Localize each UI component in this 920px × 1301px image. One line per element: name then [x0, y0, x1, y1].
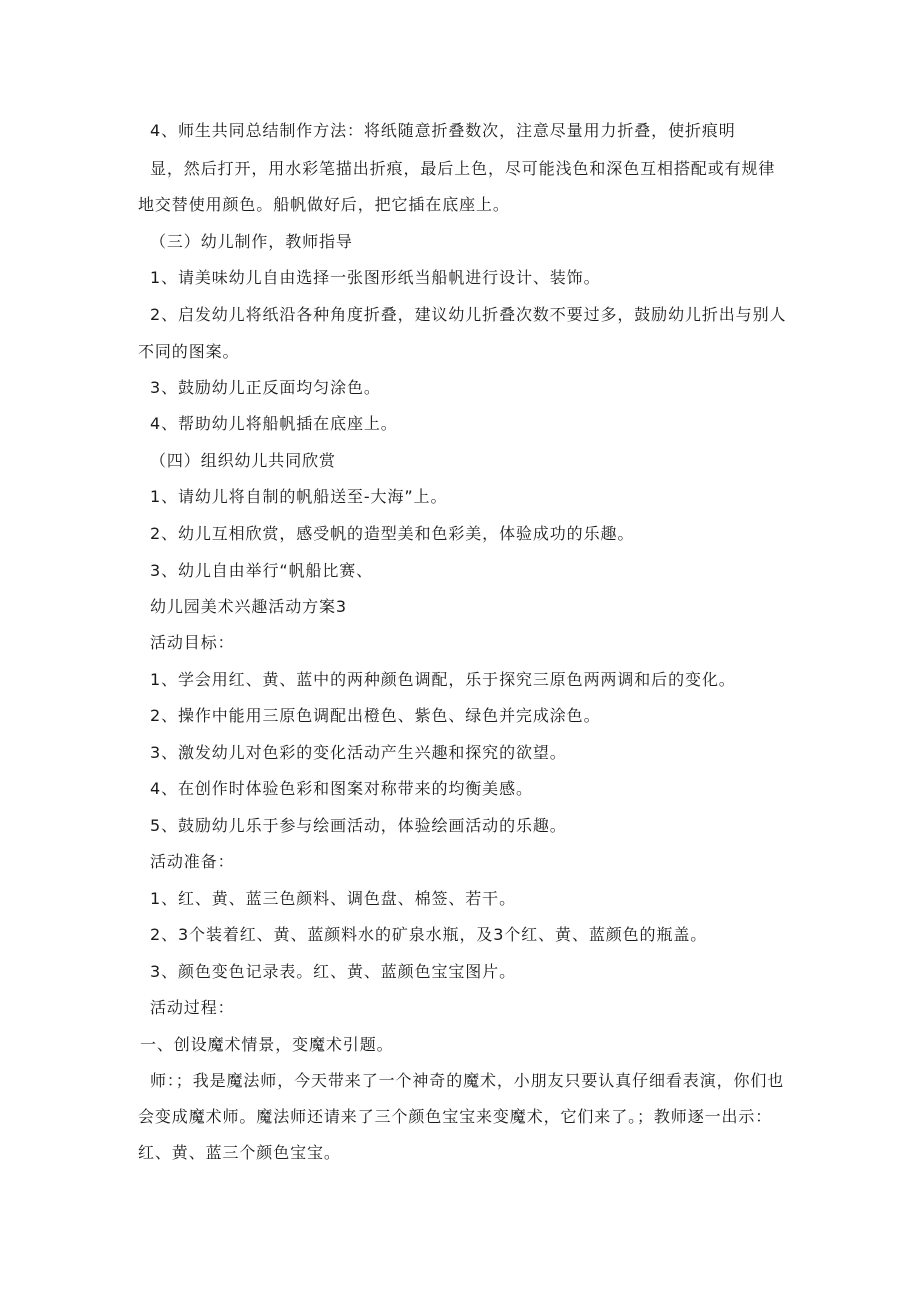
text-line: 4、师生共同总结制作方法：将纸随意折叠数次，注意尽量用力折叠，使折痕明 — [150, 121, 736, 140]
text-line: 会变成魔术师。魔法师还请来了三个颜色宝宝来变魔术，它们来了。；教师逐一出示： — [138, 1107, 773, 1126]
text-line: 地交替使用颜色。船帆做好后，把它插在底座上。 — [138, 195, 510, 214]
text-line: 3、幼儿自由举行“帆船比赛、 — [150, 561, 374, 580]
text-line: 3、激发幼儿对色彩的变化活动产生兴趣和探究的欲望。 — [150, 743, 567, 762]
text-line: 不同的图案。 — [138, 342, 240, 361]
text-line: 1、学会用红、黄、蓝中的两种颜色调配，乐于探究三原色两两调和后的变化。 — [150, 670, 736, 689]
text-line: 5、鼓励幼儿乐于参与绘画活动，体验绘画活动的乐趣。 — [150, 816, 567, 835]
section-heading: 活动准备： — [150, 852, 235, 871]
text-line: 2、操作中能用三原色调配出橙色、紫色、绿色并完成涂色。 — [150, 706, 601, 725]
text-line: 2、幼儿互相欣赏，感受帆的造型美和色彩美，体验成功的乐趣。 — [150, 524, 635, 543]
text-line: 红、黄、蓝三个颜色宝宝。 — [138, 1143, 341, 1162]
text-line: 显，然后打开，用水彩笔描出折痕，最后上色，尽可能浅色和深色互相搭配或有规律 — [150, 159, 776, 178]
text-line: 3、颜色变色记录表。红、黄、蓝颜色宝宝图片。 — [150, 962, 516, 981]
text-line: 一、创设魔术情景，变魔术引题。 — [140, 1035, 394, 1054]
text-line: 1、请美味幼儿自由选择一张图形纸当船帆进行设计、装饰。 — [150, 268, 601, 287]
document-title: 幼儿园美术兴趣活动方案3 — [150, 597, 347, 616]
text-line: 1、红、黄、蓝三色颜料、调色盘、棉签、若干。 — [150, 889, 516, 908]
text-line: 1、请幼儿将自制的帆船送至-大海”上。 — [150, 487, 448, 506]
text-line: 2、启发幼儿将纸沿各种角度折叠，建议幼儿折叠次数不要过多，鼓励幼儿折出与别人 — [150, 305, 787, 324]
text-line: 3、鼓励幼儿正反面均匀涂色。 — [150, 378, 381, 397]
section-heading: 活动目标： — [150, 633, 235, 652]
section-heading: （三）幼儿制作，教师指导 — [150, 232, 353, 251]
text-line: 4、帮助幼儿将船帆插在底座上。 — [150, 414, 398, 433]
text-line: 师：；我是魔法师，今天带来了一个神奇的魔术，小朋友只要认真仔细看表演，你们也 — [150, 1071, 785, 1090]
text-line: 4、在创作时体验色彩和图案对称带来的均衡美感。 — [150, 779, 533, 798]
text-line: 2、3个装着红、黄、蓝颜料水的矿泉水瓶，及3个红、黄、蓝颜色的瓶盖。 — [150, 925, 708, 944]
section-heading: （四）组织幼儿共同欣赏 — [150, 451, 336, 470]
section-heading: 活动过程： — [150, 998, 235, 1017]
